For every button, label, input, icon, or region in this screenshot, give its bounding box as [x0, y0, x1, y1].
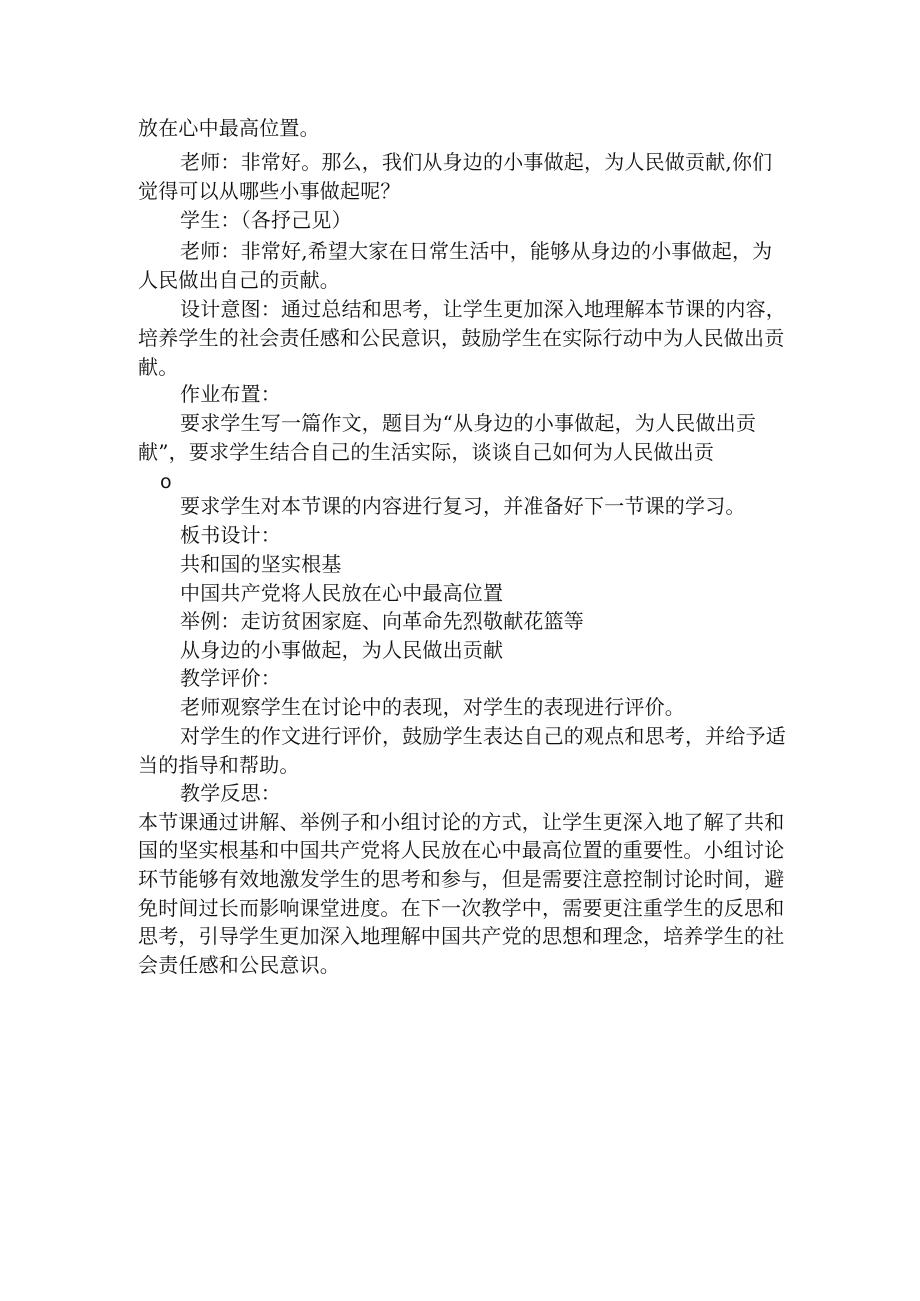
text-line: 环节能够有效地激发学生的思考和参与，但是需要注意控制讨论时间，避 [138, 867, 785, 891]
text-line: 国的坚实根基和中国共产党将人民放在心中最高位置的重要性。小组讨论 [138, 838, 785, 862]
text-line: 人民做出自己的贡献。 [138, 268, 340, 292]
text-line: 献。 [138, 355, 179, 379]
text-line: 老师：非常好,希望大家在日常生活中，能够从身边的小事做起，为 [180, 239, 773, 263]
text-line: 设计意图：通过总结和思考，让学生更加深入地理解本节课的内容， [180, 297, 786, 321]
section-heading: 教学反思： [180, 781, 281, 805]
text-line: 老师：非常好。那么，我们从身边的小事做起，为人民做贡献,你们 [180, 150, 773, 174]
text-line: 从身边的小事做起，为人民做出贡献 [180, 638, 504, 662]
text-line: 要求学生写一篇作文，题目为“从身边的小事做起，为人民做出贡 [180, 411, 757, 435]
text-line: o [160, 471, 172, 493]
text-line: 本节课通过讲解、举例子和小组讨论的方式，让学生更深入地了解了共和 [138, 810, 785, 834]
text-line: 培养学生的社会责任感和公民意识，鼓励学生在实际行动中为人民做出贡 [138, 326, 785, 350]
text-line: 放在心中最高位置。 [138, 116, 320, 140]
text-line: 对学生的作文进行评价，鼓励学生表达自己的观点和思考，并给予适 [180, 724, 786, 748]
text-line: 思考，引导学生更加深入地理解中国共产党的思想和理念，培养学生的社 [138, 924, 785, 948]
section-heading: 教学评价： [180, 666, 281, 690]
text-line: 免时间过长而影响课堂进度。在下一次教学中，需要更注重学生的反思和 [138, 896, 785, 920]
text-line: 要求学生对本节课的内容进行复习，并准备好下一节课的学习。 [180, 494, 746, 518]
text-line: 举例：走访贫困家庭、向革命先烈敬献花篮等 [180, 609, 584, 633]
text-line: 中国共产党将人民放在心中最高位置 [180, 581, 504, 605]
section-heading: 板书设计： [180, 523, 281, 547]
text-line: 献”，要求学生结合自己的生活实际，谈谈自己如何为人民做出贡 [138, 440, 715, 464]
section-heading: 作业布置： [180, 382, 281, 406]
text-line: 会责任感和公民意识。 [138, 953, 340, 977]
text-line: 觉得可以从哪些小事做起呢？ [138, 179, 401, 203]
text-line: 共和国的坚实根基 [180, 552, 342, 576]
text-line: 学生：（各抒己见） [180, 208, 352, 232]
text-line: 老师观察学生在讨论中的表现，对学生的表现进行评价。 [180, 695, 685, 719]
text-line: 当的指导和帮助。 [138, 753, 300, 777]
